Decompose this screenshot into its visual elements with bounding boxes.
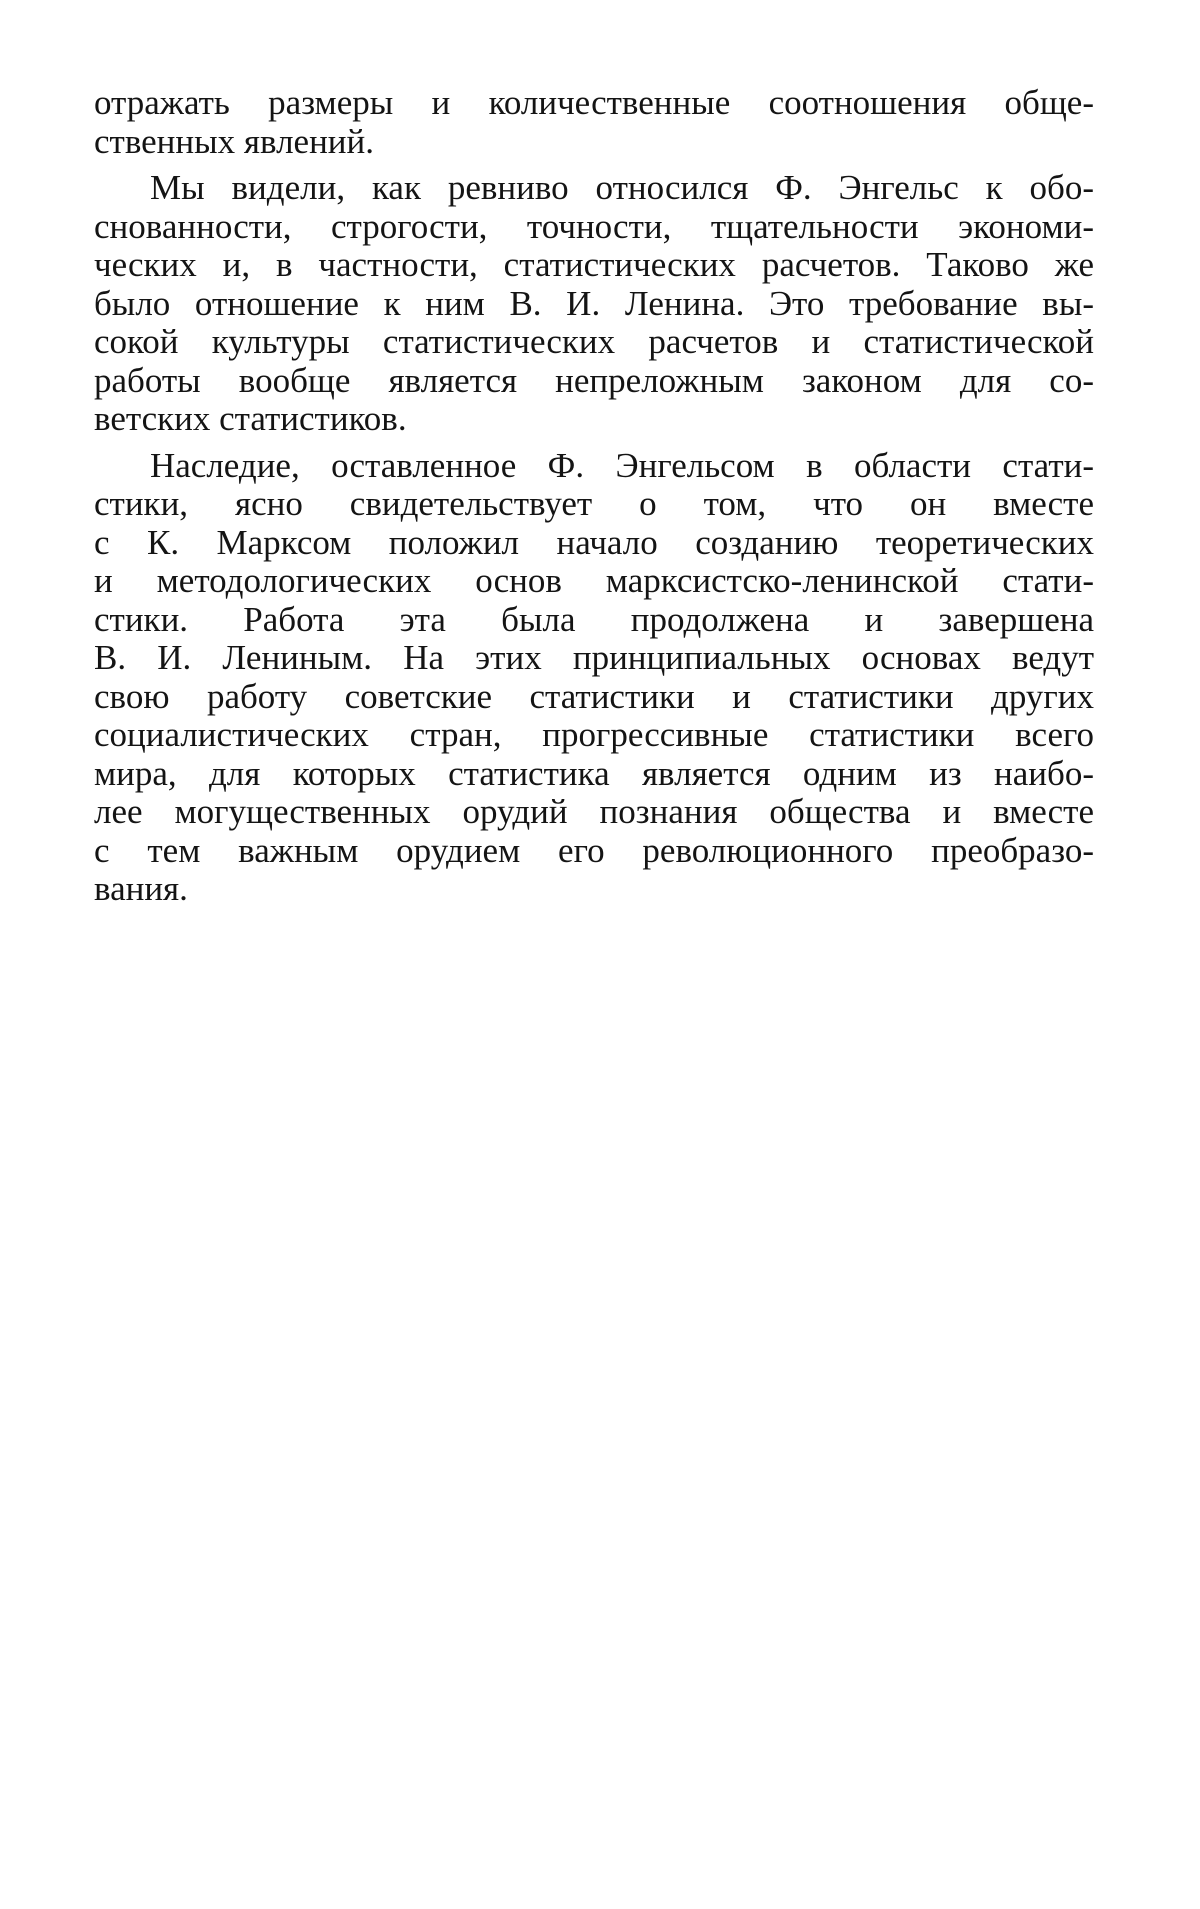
text-line: ственных явлений. <box>94 121 375 161</box>
text-line: мира, для которых статистика является одним из наибо- <box>94 753 1094 793</box>
paragraph-3 <box>94 447 1094 909</box>
text-line: социалистических стран, прогрессивные статистики всего <box>94 715 1094 754</box>
text-line: лее могущественных орудий познания общества и вместе <box>94 792 1094 831</box>
text-line: стики, ясно свидетельствует о том, что он вместе <box>94 484 1094 523</box>
text-line: ветских статистиков. <box>94 399 407 438</box>
text-line: с К. Марксом положил начало созданию теоретических <box>94 522 1094 562</box>
text-line: с тем важным орудием его революционного преобразо- <box>94 830 1094 870</box>
text-line: было отношение к ним В. И. Ленина. Это требование вы- <box>94 283 1094 323</box>
text-line: отражать размеры и количественные соотношения обще- <box>94 83 1094 122</box>
text-line: снованности, строгости, точности, тщательности экономи- <box>94 206 1094 246</box>
paragraph-2 <box>94 169 1094 439</box>
text-line: Мы видели, как ревниво относился Ф. Энгельс к обо- <box>150 168 1094 207</box>
text-line: Наследие, оставленное Ф. Энгельсом в области стати- <box>150 445 1094 485</box>
text-line: работы вообще является непреложным законом для со- <box>94 360 1094 400</box>
text-line: В. И. Лениным. На этих принципиальных основах ведут <box>94 638 1094 677</box>
text-line: сокой культуры статистических расчетов и статистической <box>94 322 1094 361</box>
text-line: свою работу советские статистики и статистики других <box>94 676 1094 716</box>
paragraph-1 <box>94 84 1094 161</box>
text-line: и методологических основ марксистско-ленинской стати- <box>94 561 1094 600</box>
text-line: ческих и, в частности, статистических расчетов. Таково же <box>94 245 1094 284</box>
text-line: стики. Работа эта была продолжена и завершена <box>94 599 1094 639</box>
body-text <box>94 84 1094 909</box>
text-line: вания. <box>94 869 188 908</box>
